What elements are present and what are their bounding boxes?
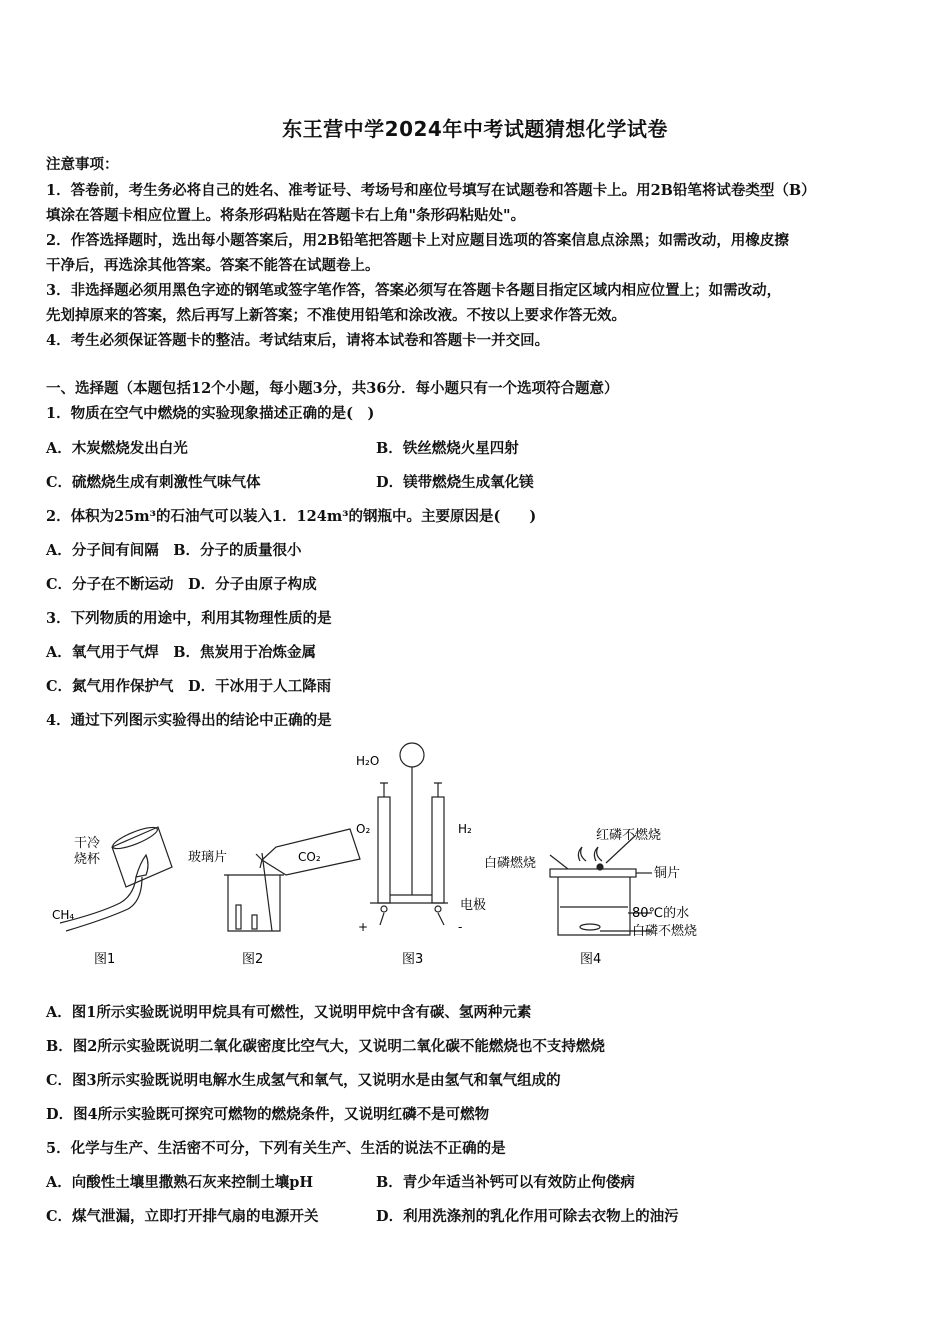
q5-option-a: A．向酸性土壤里撒熟石灰来控制土壤pH [46,1174,314,1191]
q3-options-ab: A．氧气用于气焊 B．焦炭用于冶炼金属 [46,644,317,661]
q2-options-cd: C．分子在不断运动 D．分子由原子构成 [46,576,317,593]
fig2-label-glass: 玻璃片 [188,850,228,865]
q4-option-c: C．图3所示实验既说明电解水生成氢气和氧气，又说明水是由氢气和氧气组成的 [46,1072,561,1089]
fig1-caption: 图1 [94,952,116,967]
q5-option-d: D．利用洗涤剂的乳化作用可除去衣物上的油污 [376,1208,679,1225]
fig1-label-cup: 干冷 [74,836,101,851]
fig3-diagram [370,743,448,925]
notice-line: 干净后，再选涂其他答案。答案不能答在试题卷上。 [46,257,380,274]
q4-figure [40,735,720,975]
notice-heading: 注意事项： [46,156,119,173]
q4-stem: 4．通过下列图示实验得出的结论中正确的是 [46,712,332,729]
fig3-label-electrode: 电极 [460,898,487,913]
section-heading: 一、选择题（本题包括12个小题，每小题3分，共36分．每小题只有一个选项符合题意） [46,380,619,397]
fig2-diagram [224,829,360,931]
fig3-plus: + [358,920,369,934]
fig2-caption: 图2 [242,952,264,967]
notice-line: 2．作答选择题时，选出每小题答案后，用2B铅笔把答题卡上对应题目选项的答案信息点涂黑；如需改动，用橡皮擦 [46,232,789,249]
q3-stem: 3．下列物质的用途中，利用其物理性质的是 [46,610,332,627]
q4-option-a: A．图1所示实验既说明甲烷具有可燃性，又说明甲烷中含有碳、氢两种元素 [46,1004,532,1021]
q2-options-ab: A．分子间有间隔 B．分子的质量很小 [46,542,302,559]
page-title: 东王营中学2024年中考试题猜想化学试卷 [282,117,668,141]
q2-stem: 2．体积为25m³的石油气可以装入1．124m³的钢瓶中。主要原因是( ) [46,508,537,525]
fig3-minus: - [458,920,463,934]
q3-options-cd: C．氮气用作保护气 D．干冰用于人工降雨 [46,678,332,695]
fig3-caption: 图3 [402,952,424,967]
fig4-copper: 铜片 [654,866,681,881]
q5-option-c: C．煤气泄漏，立即打开排气扇的电源开关 [46,1208,319,1225]
q4-option-d: D．图4所示实验既可探究可燃物的燃烧条件，又说明红磷不是可燃物 [46,1106,490,1123]
q1-stem: 1．物质在空气中燃烧的实验现象描述正确的是( ) [46,405,375,422]
fig4-water: 80℃的水 [632,906,690,921]
q1-option-d: D．镁带燃烧生成氧化镁 [376,474,534,491]
fig1-label-gas: CH₄ [52,908,75,922]
q5-stem: 5．化学与生产、生活密不可分，下列有关生产、生活的说法不正确的是 [46,1140,506,1157]
fig1-label-cup2: 烧杯 [74,852,101,867]
notice-line: 3．非选择题必须用黑色字迹的钢笔或签字笔作答，答案必须写在答题卡各题目指定区域内相应位置上；如需改动， [46,282,782,299]
q1-option-a: A．木炭燃烧发出白光 [46,440,188,457]
fig3-label-right: H₂ [458,822,472,836]
fig4-white-p-no: 白磷不燃烧 [632,924,698,939]
q4-option-b: B．图2所示实验既说明二氧化碳密度比空气大，又说明二氧化碳不能燃烧也不支持燃烧 [46,1038,605,1055]
fig4-caption: 图4 [580,952,602,967]
notice-line: 4．考生必须保证答题卡的整洁。考试结束后，请将本试卷和答题卡一并交回。 [46,332,550,349]
notice-line: 先划掉原来的答案，然后再写上新答案；不准使用铅笔和涂改液。不按以上要求作答无效。 [46,307,626,324]
q1-option-b: B．铁丝燃烧火星四射 [376,440,519,457]
notice-line: 1．答卷前，考生务必将自己的姓名、准考证号、考场号和座位号填写在试题卷和答题卡上。用2B铅笔将试卷类型（B） [46,182,816,199]
q5-option-b: B．青少年适当补钙可以有效防止佝偻病 [376,1174,635,1191]
notice-line: 填涂在答题卡相应位置上。将条形码粘贴在答题卡右上角"条形码粘贴处"。 [46,207,526,224]
fig3-label-top: H₂O [356,754,380,768]
fig4-red-p: 红磷不燃烧 [596,828,662,843]
fig3-label-left: O₂ [356,822,371,836]
fig4-white-p-burn: 白磷燃烧 [484,856,537,871]
q1-option-c: C．硫燃烧生成有刺激性气味气体 [46,474,261,491]
fig2-label-gas: CO₂ [298,850,321,864]
